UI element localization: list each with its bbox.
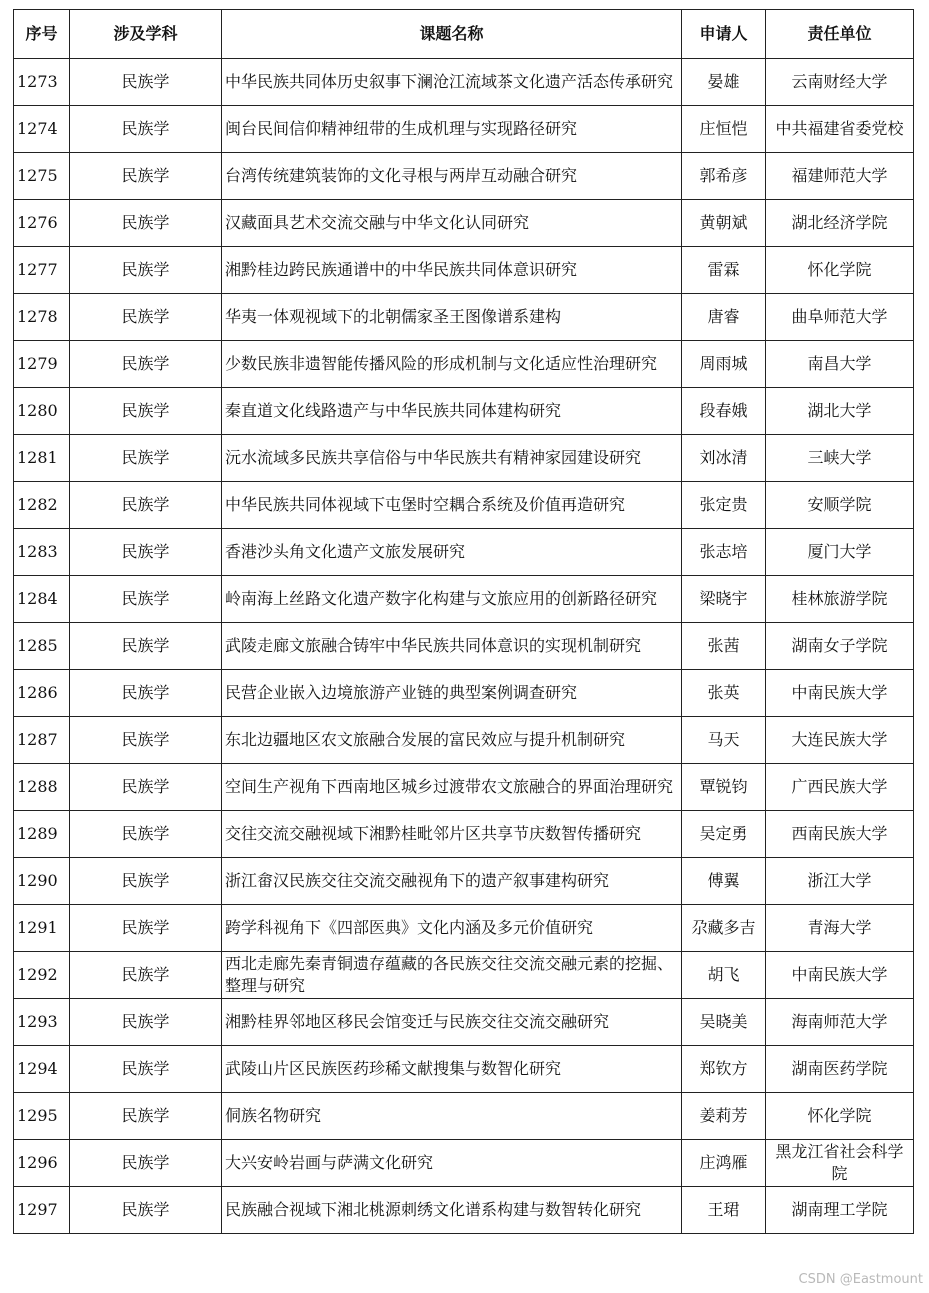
row-subject: 民族学 bbox=[70, 764, 222, 811]
table-row bbox=[14, 388, 914, 435]
row-title: 闽台民间信仰精神纽带的生成机理与实现路径研究 bbox=[222, 106, 682, 153]
row-title: 中华民族共同体视域下屯堡时空耦合系统及价值再造研究 bbox=[222, 482, 682, 529]
row-applicant: 吴晓美 bbox=[682, 999, 766, 1046]
row-title: 沅水流域多民族共享信俗与中华民族共有精神家园建设研究 bbox=[222, 435, 682, 482]
row-title: 空间生产视角下西南地区城乡过渡带农文旅融合的界面治理研究 bbox=[222, 764, 682, 811]
row-applicant: 段春娥 bbox=[682, 388, 766, 435]
row-subject: 民族学 bbox=[70, 1187, 222, 1234]
row-applicant: 周雨城 bbox=[682, 341, 766, 388]
table-row bbox=[14, 200, 914, 247]
row-subject: 民族学 bbox=[70, 717, 222, 764]
row-subject: 民族学 bbox=[70, 623, 222, 670]
row-title: 湘黔桂界邻地区移民会馆变迁与民族交往交流交融研究 bbox=[222, 999, 682, 1046]
row-number: 1276 bbox=[14, 200, 70, 247]
table-row bbox=[14, 952, 914, 999]
row-applicant: 尕藏多吉 bbox=[682, 905, 766, 952]
row-unit: 湖北经济学院 bbox=[766, 200, 914, 247]
row-number: 1288 bbox=[14, 764, 70, 811]
row-title: 华夷一体观视域下的北朝儒家圣王图像谱系建构 bbox=[222, 294, 682, 341]
row-subject: 民族学 bbox=[70, 341, 222, 388]
row-applicant: 郑钦方 bbox=[682, 1046, 766, 1093]
row-applicant: 庄恒恺 bbox=[682, 106, 766, 153]
row-subject: 民族学 bbox=[70, 952, 222, 999]
row-unit: 云南财经大学 bbox=[766, 59, 914, 106]
row-unit: 湖南女子学院 bbox=[766, 623, 914, 670]
row-title: 跨学科视角下《四部医典》文化内涵及多元价值研究 bbox=[222, 905, 682, 952]
row-unit: 桂林旅游学院 bbox=[766, 576, 914, 623]
row-applicant: 黄朝斌 bbox=[682, 200, 766, 247]
row-applicant: 张茜 bbox=[682, 623, 766, 670]
row-applicant: 张英 bbox=[682, 670, 766, 717]
watermark: CSDN @Eastmount bbox=[798, 1272, 923, 1287]
row-number: 1290 bbox=[14, 858, 70, 905]
row-number: 1282 bbox=[14, 482, 70, 529]
row-subject: 民族学 bbox=[70, 153, 222, 200]
row-title: 湘黔桂边跨民族通谱中的中华民族共同体意识研究 bbox=[222, 247, 682, 294]
row-applicant: 雷霖 bbox=[682, 247, 766, 294]
row-applicant: 胡飞 bbox=[682, 952, 766, 999]
table-row bbox=[14, 435, 914, 482]
row-unit: 西南民族大学 bbox=[766, 811, 914, 858]
table-row bbox=[14, 1093, 914, 1140]
row-number: 1279 bbox=[14, 341, 70, 388]
row-number: 1296 bbox=[14, 1140, 70, 1187]
table-row bbox=[14, 153, 914, 200]
row-unit: 怀化学院 bbox=[766, 1093, 914, 1140]
row-title: 秦直道文化线路遗产与中华民族共同体建构研究 bbox=[222, 388, 682, 435]
row-unit: 黑龙江省社会科学院 bbox=[766, 1140, 914, 1187]
row-unit: 浙江大学 bbox=[766, 858, 914, 905]
row-subject: 民族学 bbox=[70, 576, 222, 623]
table-body bbox=[14, 59, 914, 1234]
row-number: 1278 bbox=[14, 294, 70, 341]
row-applicant: 傅翼 bbox=[682, 858, 766, 905]
header-applicant: 申请人 bbox=[682, 10, 766, 59]
table-row bbox=[14, 294, 914, 341]
row-unit: 安顺学院 bbox=[766, 482, 914, 529]
row-title: 中华民族共同体历史叙事下澜沧江流域茶文化遗产活态传承研究 bbox=[222, 59, 682, 106]
row-subject: 民族学 bbox=[70, 1140, 222, 1187]
row-subject: 民族学 bbox=[70, 200, 222, 247]
row-unit: 福建师范大学 bbox=[766, 153, 914, 200]
row-number: 1297 bbox=[14, 1187, 70, 1234]
row-applicant: 覃锐钧 bbox=[682, 764, 766, 811]
header-title: 课题名称 bbox=[222, 10, 682, 59]
row-subject: 民族学 bbox=[70, 247, 222, 294]
row-unit: 海南师范大学 bbox=[766, 999, 914, 1046]
row-unit: 广西民族大学 bbox=[766, 764, 914, 811]
row-applicant: 梁晓宇 bbox=[682, 576, 766, 623]
row-subject: 民族学 bbox=[70, 529, 222, 576]
row-unit: 中共福建省委党校 bbox=[766, 106, 914, 153]
row-unit: 怀化学院 bbox=[766, 247, 914, 294]
row-unit: 曲阜师范大学 bbox=[766, 294, 914, 341]
row-number: 1281 bbox=[14, 435, 70, 482]
row-number: 1283 bbox=[14, 529, 70, 576]
table-row bbox=[14, 717, 914, 764]
header-unit: 责任单位 bbox=[766, 10, 914, 59]
row-subject: 民族学 bbox=[70, 905, 222, 952]
row-subject: 民族学 bbox=[70, 999, 222, 1046]
row-unit: 厦门大学 bbox=[766, 529, 914, 576]
table-row bbox=[14, 999, 914, 1046]
row-number: 1289 bbox=[14, 811, 70, 858]
row-title: 武陵山片区民族医药珍稀文献搜集与数智化研究 bbox=[222, 1046, 682, 1093]
table-row bbox=[14, 59, 914, 106]
table-row bbox=[14, 529, 914, 576]
table-row bbox=[14, 576, 914, 623]
table-row bbox=[14, 106, 914, 153]
row-title: 汉藏面具艺术交流交融与中华文化认同研究 bbox=[222, 200, 682, 247]
row-number: 1291 bbox=[14, 905, 70, 952]
header-num: 序号 bbox=[14, 10, 70, 59]
table-row bbox=[14, 905, 914, 952]
row-title: 大兴安岭岩画与萨满文化研究 bbox=[222, 1140, 682, 1187]
project-table bbox=[13, 9, 914, 1234]
row-number: 1275 bbox=[14, 153, 70, 200]
row-unit: 湖北大学 bbox=[766, 388, 914, 435]
row-number: 1280 bbox=[14, 388, 70, 435]
row-applicant: 刘冰清 bbox=[682, 435, 766, 482]
row-title: 香港沙头角文化遗产文旅发展研究 bbox=[222, 529, 682, 576]
row-applicant: 晏雄 bbox=[682, 59, 766, 106]
row-number: 1295 bbox=[14, 1093, 70, 1140]
row-applicant: 吴定勇 bbox=[682, 811, 766, 858]
row-title: 岭南海上丝路文化遗产数字化构建与文旅应用的创新路径研究 bbox=[222, 576, 682, 623]
row-title: 西北走廊先秦青铜遗存蕴藏的各民族交往交流交融元素的挖掘、整理与研究 bbox=[222, 952, 682, 999]
row-applicant: 唐睿 bbox=[682, 294, 766, 341]
row-unit: 南昌大学 bbox=[766, 341, 914, 388]
row-subject: 民族学 bbox=[70, 482, 222, 529]
row-number: 1286 bbox=[14, 670, 70, 717]
row-title: 台湾传统建筑装饰的文化寻根与两岸互动融合研究 bbox=[222, 153, 682, 200]
row-title: 东北边疆地区农文旅融合发展的富民效应与提升机制研究 bbox=[222, 717, 682, 764]
row-subject: 民族学 bbox=[70, 106, 222, 153]
row-number: 1292 bbox=[14, 952, 70, 999]
row-applicant: 郭希彦 bbox=[682, 153, 766, 200]
row-subject: 民族学 bbox=[70, 59, 222, 106]
row-unit: 三峡大学 bbox=[766, 435, 914, 482]
row-applicant: 马天 bbox=[682, 717, 766, 764]
row-title: 交往交流交融视域下湘黔桂毗邻片区共享节庆数智传播研究 bbox=[222, 811, 682, 858]
row-number: 1274 bbox=[14, 106, 70, 153]
row-subject: 民族学 bbox=[70, 388, 222, 435]
row-number: 1287 bbox=[14, 717, 70, 764]
header-row bbox=[14, 10, 914, 59]
row-subject: 民族学 bbox=[70, 670, 222, 717]
table-row bbox=[14, 858, 914, 905]
row-number: 1284 bbox=[14, 576, 70, 623]
row-applicant: 庄鸿雁 bbox=[682, 1140, 766, 1187]
table-row bbox=[14, 670, 914, 717]
row-unit: 青海大学 bbox=[766, 905, 914, 952]
table-row bbox=[14, 764, 914, 811]
row-subject: 民族学 bbox=[70, 811, 222, 858]
row-applicant: 张定贵 bbox=[682, 482, 766, 529]
row-number: 1273 bbox=[14, 59, 70, 106]
table-row bbox=[14, 1140, 914, 1187]
row-subject: 民族学 bbox=[70, 858, 222, 905]
row-applicant: 王珺 bbox=[682, 1187, 766, 1234]
row-unit: 湖南医药学院 bbox=[766, 1046, 914, 1093]
table-header bbox=[14, 10, 914, 59]
row-title: 浙江畲汉民族交往交流交融视角下的遗产叙事建构研究 bbox=[222, 858, 682, 905]
row-number: 1285 bbox=[14, 623, 70, 670]
table-row bbox=[14, 247, 914, 294]
row-applicant: 姜莉芳 bbox=[682, 1093, 766, 1140]
row-applicant: 张志培 bbox=[682, 529, 766, 576]
table-row bbox=[14, 811, 914, 858]
row-subject: 民族学 bbox=[70, 294, 222, 341]
row-number: 1294 bbox=[14, 1046, 70, 1093]
table-row bbox=[14, 482, 914, 529]
row-subject: 民族学 bbox=[70, 1046, 222, 1093]
row-subject: 民族学 bbox=[70, 1093, 222, 1140]
row-title: 民营企业嵌入边境旅游产业链的典型案例调查研究 bbox=[222, 670, 682, 717]
table-row bbox=[14, 341, 914, 388]
row-title: 侗族名物研究 bbox=[222, 1093, 682, 1140]
header-subject: 涉及学科 bbox=[70, 10, 222, 59]
row-unit: 中南民族大学 bbox=[766, 670, 914, 717]
row-unit: 大连民族大学 bbox=[766, 717, 914, 764]
row-subject: 民族学 bbox=[70, 435, 222, 482]
row-unit: 中南民族大学 bbox=[766, 952, 914, 999]
row-number: 1277 bbox=[14, 247, 70, 294]
row-title: 少数民族非遗智能传播风险的形成机制与文化适应性治理研究 bbox=[222, 341, 682, 388]
row-title: 民族融合视域下湘北桃源刺绣文化谱系构建与数智转化研究 bbox=[222, 1187, 682, 1234]
table-row bbox=[14, 1187, 914, 1234]
table-row bbox=[14, 1046, 914, 1093]
row-number: 1293 bbox=[14, 999, 70, 1046]
row-unit: 湖南理工学院 bbox=[766, 1187, 914, 1234]
table-row bbox=[14, 623, 914, 670]
row-title: 武陵走廊文旅融合铸牢中华民族共同体意识的实现机制研究 bbox=[222, 623, 682, 670]
